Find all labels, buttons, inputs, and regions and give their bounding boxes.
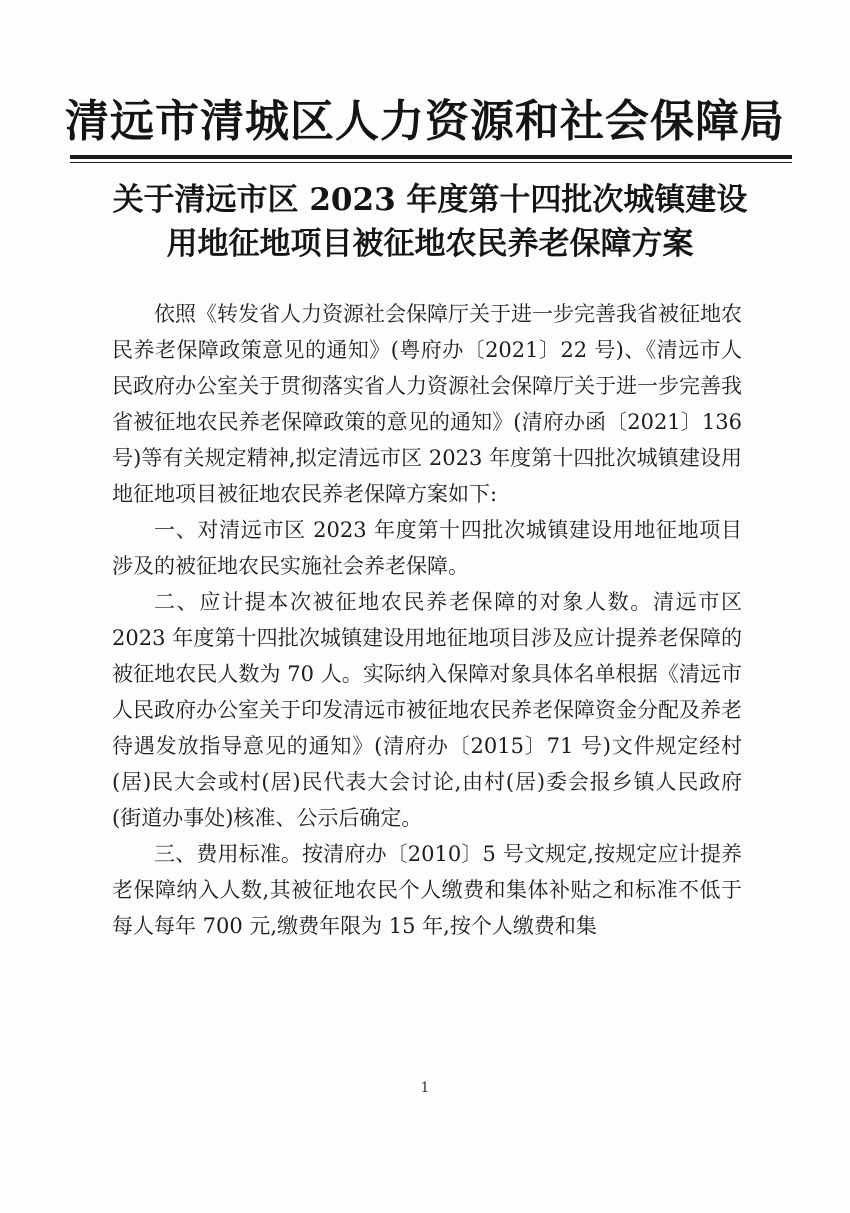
page-number: 1 <box>420 1080 430 1096</box>
paragraph-intro: 依照《转发省人力资源社会保障厅关于进一步完善我省被征地农民养老保障政策意见的通知》(粤府办〔2021〕22 号)、《清远市人民政府办公室关于贯彻落实省人力资源社会保障厅关于进一步完善我省被征地农民养老保障政策的意见的通知》(清府办函〔2021〕136 号)等有关规定精神,拟定清远市区 2023 年度第十四批次城镇建设用地征地项目被征地农民养老保障方案如下: <box>112 302 742 506</box>
paragraph-section-2: 二、应计提本次被征地农民养老保障的对象人数。清远市区 2023 年度第十四批次城镇建设用地征地项目涉及应计提养老保障的被征地农民人数为 70 人。实际纳入保障对象具体名单根据《清远市人民政府办公室关于印发清远市被征地农民养老保障资金分配及养老待遇发放指导意见的通知》(清府办〔2015〕71 号)文件规定经村(居)民大会或村(居)民代表大会讨论,由村(居)委会报乡镇人民政府(街道办事处)核准、公示后确定。 <box>112 590 742 830</box>
paragraph-section-3: 三、费用标准。按清府办〔2010〕5 号文规定,按规定应计提养老保障纳入人数,其被征地农民个人缴费和集体补贴之和标准不低于每人每年 700 元,缴费年限为 15 年,按个人缴费和集 <box>112 842 742 938</box>
paragraph-section-1: 一、对清远市区 2023 年度第十四批次城镇建设用地征地项目涉及的被征地农民实施社会养老保障。 <box>112 518 742 578</box>
document-title-line-2: 用地征地项目被征地农民养老保障方案 <box>166 226 694 262</box>
header-rule-thin <box>70 162 792 163</box>
header-rule-thick <box>70 155 792 159</box>
document-body <box>112 296 742 944</box>
document-title <box>60 178 800 266</box>
organization-header: 清远市清城区人力资源和社会保障局 <box>65 96 785 147</box>
document-title-line-1: 关于清远市区 2023 年度第十四批次城镇建设 <box>112 182 748 218</box>
